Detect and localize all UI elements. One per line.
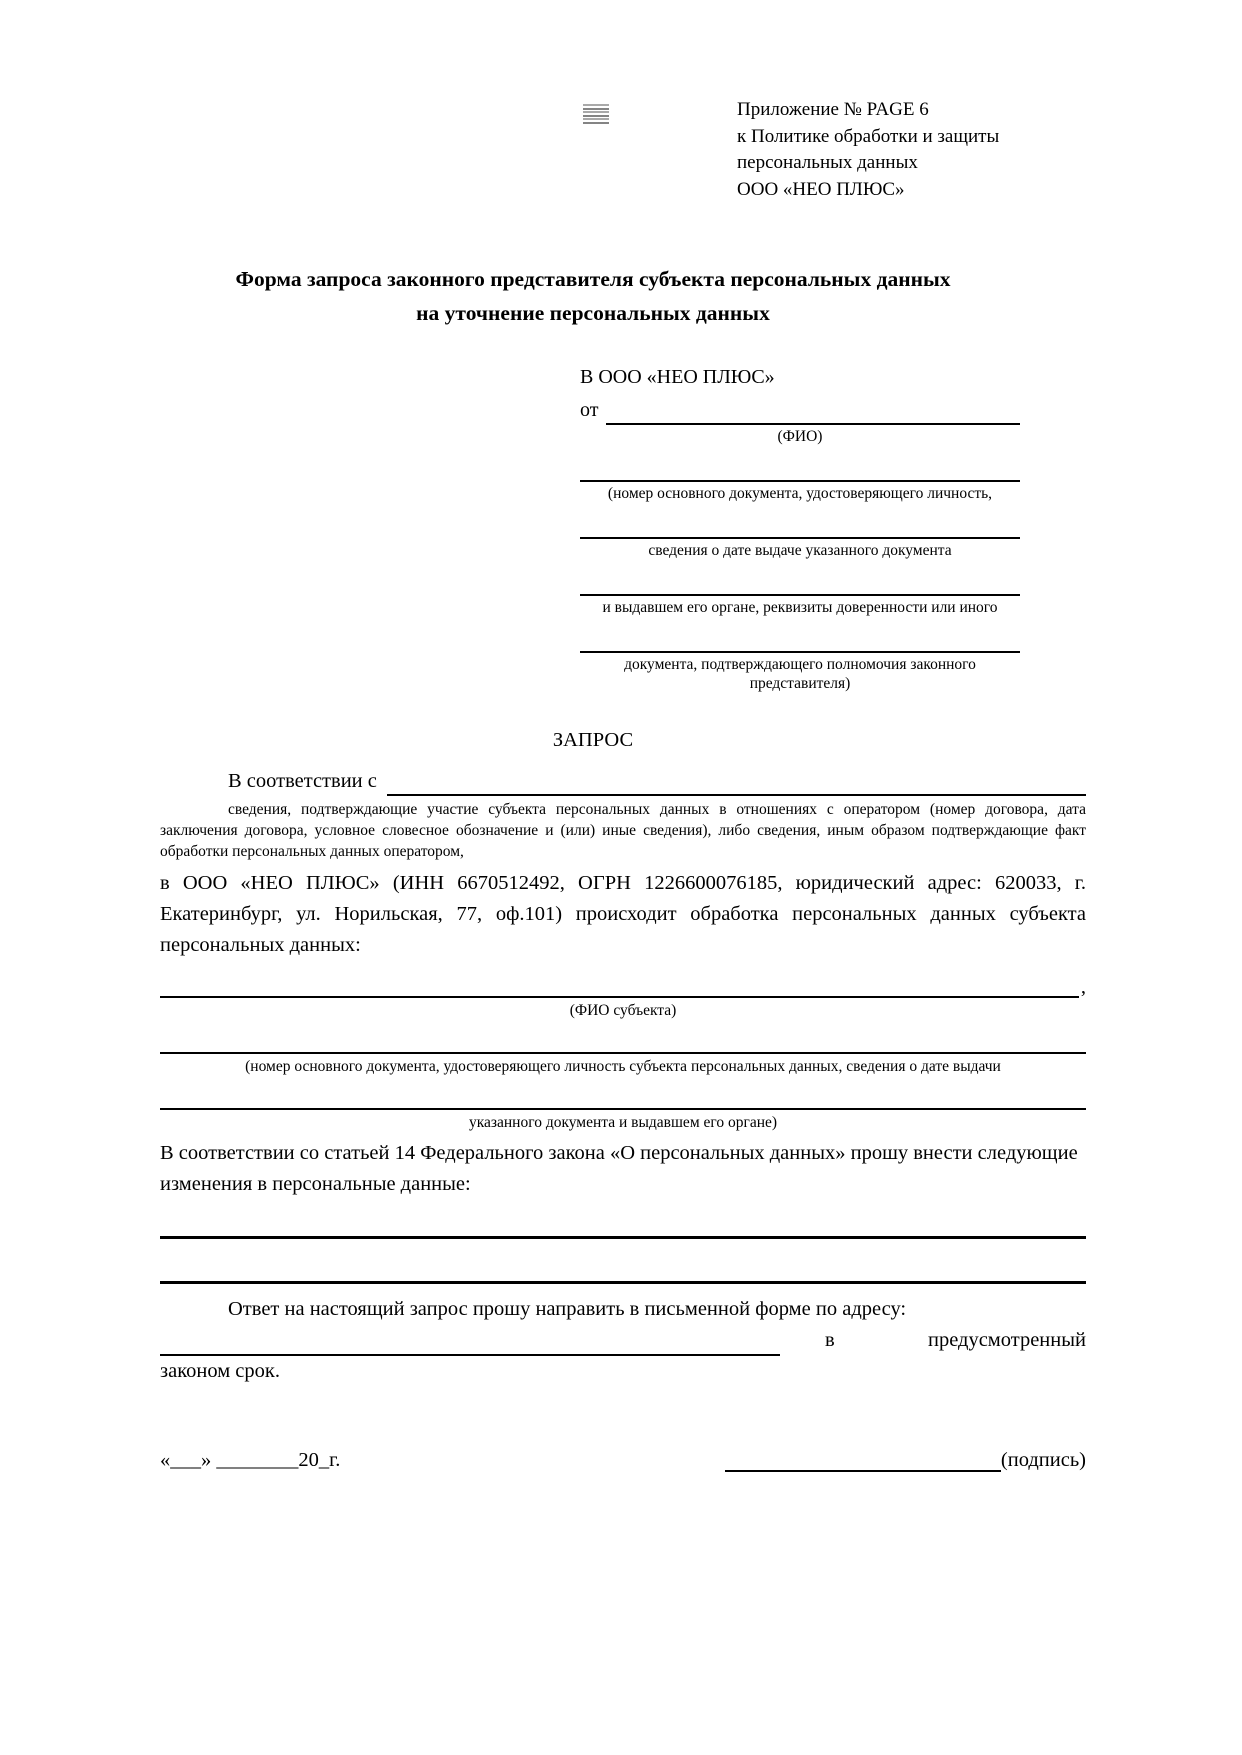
field-code-marker-icon [583, 104, 609, 125]
blank-line-issue-date [580, 503, 1020, 539]
caption-document-number: (номер основного документа, удостоверяющего личность, [607, 485, 993, 502]
blank-line-answer-address [160, 1331, 780, 1356]
addressee-block [580, 362, 1020, 693]
appendix-line: к Политике обработки и защиты [737, 125, 1000, 147]
blank-line-subject-name [160, 973, 1079, 998]
accordance-prefix: В соответствии с [228, 770, 377, 792]
caption-subject-authority: указанного документа и выдавшем его органе) [468, 1113, 778, 1131]
caption-power-of-attorney: документа, подтверждающего полномочия законного представителя) [624, 656, 976, 692]
answer-paragraph: Ответ на настоящий запрос прошу направить в письменной форме по адресу: [228, 1297, 907, 1320]
answer-address-row [160, 1325, 1086, 1356]
blank-line-accordance [387, 771, 1086, 796]
accordance-row [160, 766, 1086, 796]
caption-fio: (ФИО) [777, 428, 823, 445]
addressee-from-row [580, 395, 1020, 425]
blank-line-changes-2 [160, 1239, 1086, 1284]
appendix-line: персональных данных [737, 152, 918, 173]
accordance-footnote: сведения, подтверждающие участие субъекта персональных данных в отношениях с оператором (номер договора, дата заключения договора, условное словесное обозначение и (или) иные сведения), либо сведения, иным образом подтверждающие факт обработки персональных данных оператором, [160, 801, 1086, 860]
signature-caption: (подпись) [1000, 1449, 1086, 1472]
from-label: от [580, 399, 599, 421]
date-signature-row [160, 1449, 1086, 1473]
blank-line-power-of-attorney [580, 617, 1020, 653]
caption-subject-fio: (ФИО субъекта) [569, 1001, 677, 1019]
answer-word-1: в [825, 1328, 835, 1351]
answer-word-2: предусмотренный [927, 1328, 1086, 1351]
form-title [160, 262, 1026, 330]
blank-line-subject-authority [160, 1076, 1086, 1110]
appendix-line: ООО «НЕО ПЛЮС» [737, 178, 905, 200]
signature-block [725, 1449, 1086, 1473]
form-title-line2: на уточнение персональных данных [416, 301, 770, 325]
blank-line-changes-1 [160, 1200, 1086, 1239]
blank-line-signature [725, 1449, 1001, 1473]
blank-line-representative-name [606, 401, 1020, 425]
operator-paragraph: в ООО «НЕО ПЛЮС» (ИНН 6670512492, ОГРН 1226600076185, юридический адрес: 620033, г. Екатеринбург, ул. Норильская, 77, оф.101) происходит обработка персональных данных субъекта персональных данных: [160, 872, 1086, 956]
form-title-line1: Форма запроса законного представителя субъекта персональных данных [235, 267, 951, 291]
appendix-line: Приложение № PAGE 6 [737, 99, 929, 120]
caption-subject-document: (номер основного документа, удостоверяющего личность субъекта персональных данных, сведения о дате выдачи [245, 1057, 1001, 1075]
answer-tail: законом срок. [160, 1359, 280, 1382]
addressee-to: В ООО «НЕО ПЛЮС» [580, 366, 775, 388]
caption-issue-date: сведения о дате выдаче указанного документа [648, 542, 952, 559]
date-line: «___» ________20_г. [160, 1449, 341, 1472]
document-body [160, 262, 1086, 1472]
blank-line-subject-document [160, 1020, 1086, 1054]
subject-name-row [160, 973, 1086, 998]
subject-trailing-comma: , [1080, 975, 1086, 998]
appendix-block [737, 97, 999, 203]
caption-issuing-authority: и выдавшем его органе, реквизиты доверенности или иного [602, 599, 998, 616]
blank-line-issuing-authority [580, 560, 1020, 596]
request-heading: ЗАПРОС [552, 729, 634, 751]
article-paragraph: В соответствии со статьей 14 Федерального закона «О персональных данных» прошу внести следующие изменения в персональные данные: [160, 1141, 1078, 1195]
blank-line-document-number [580, 446, 1020, 482]
